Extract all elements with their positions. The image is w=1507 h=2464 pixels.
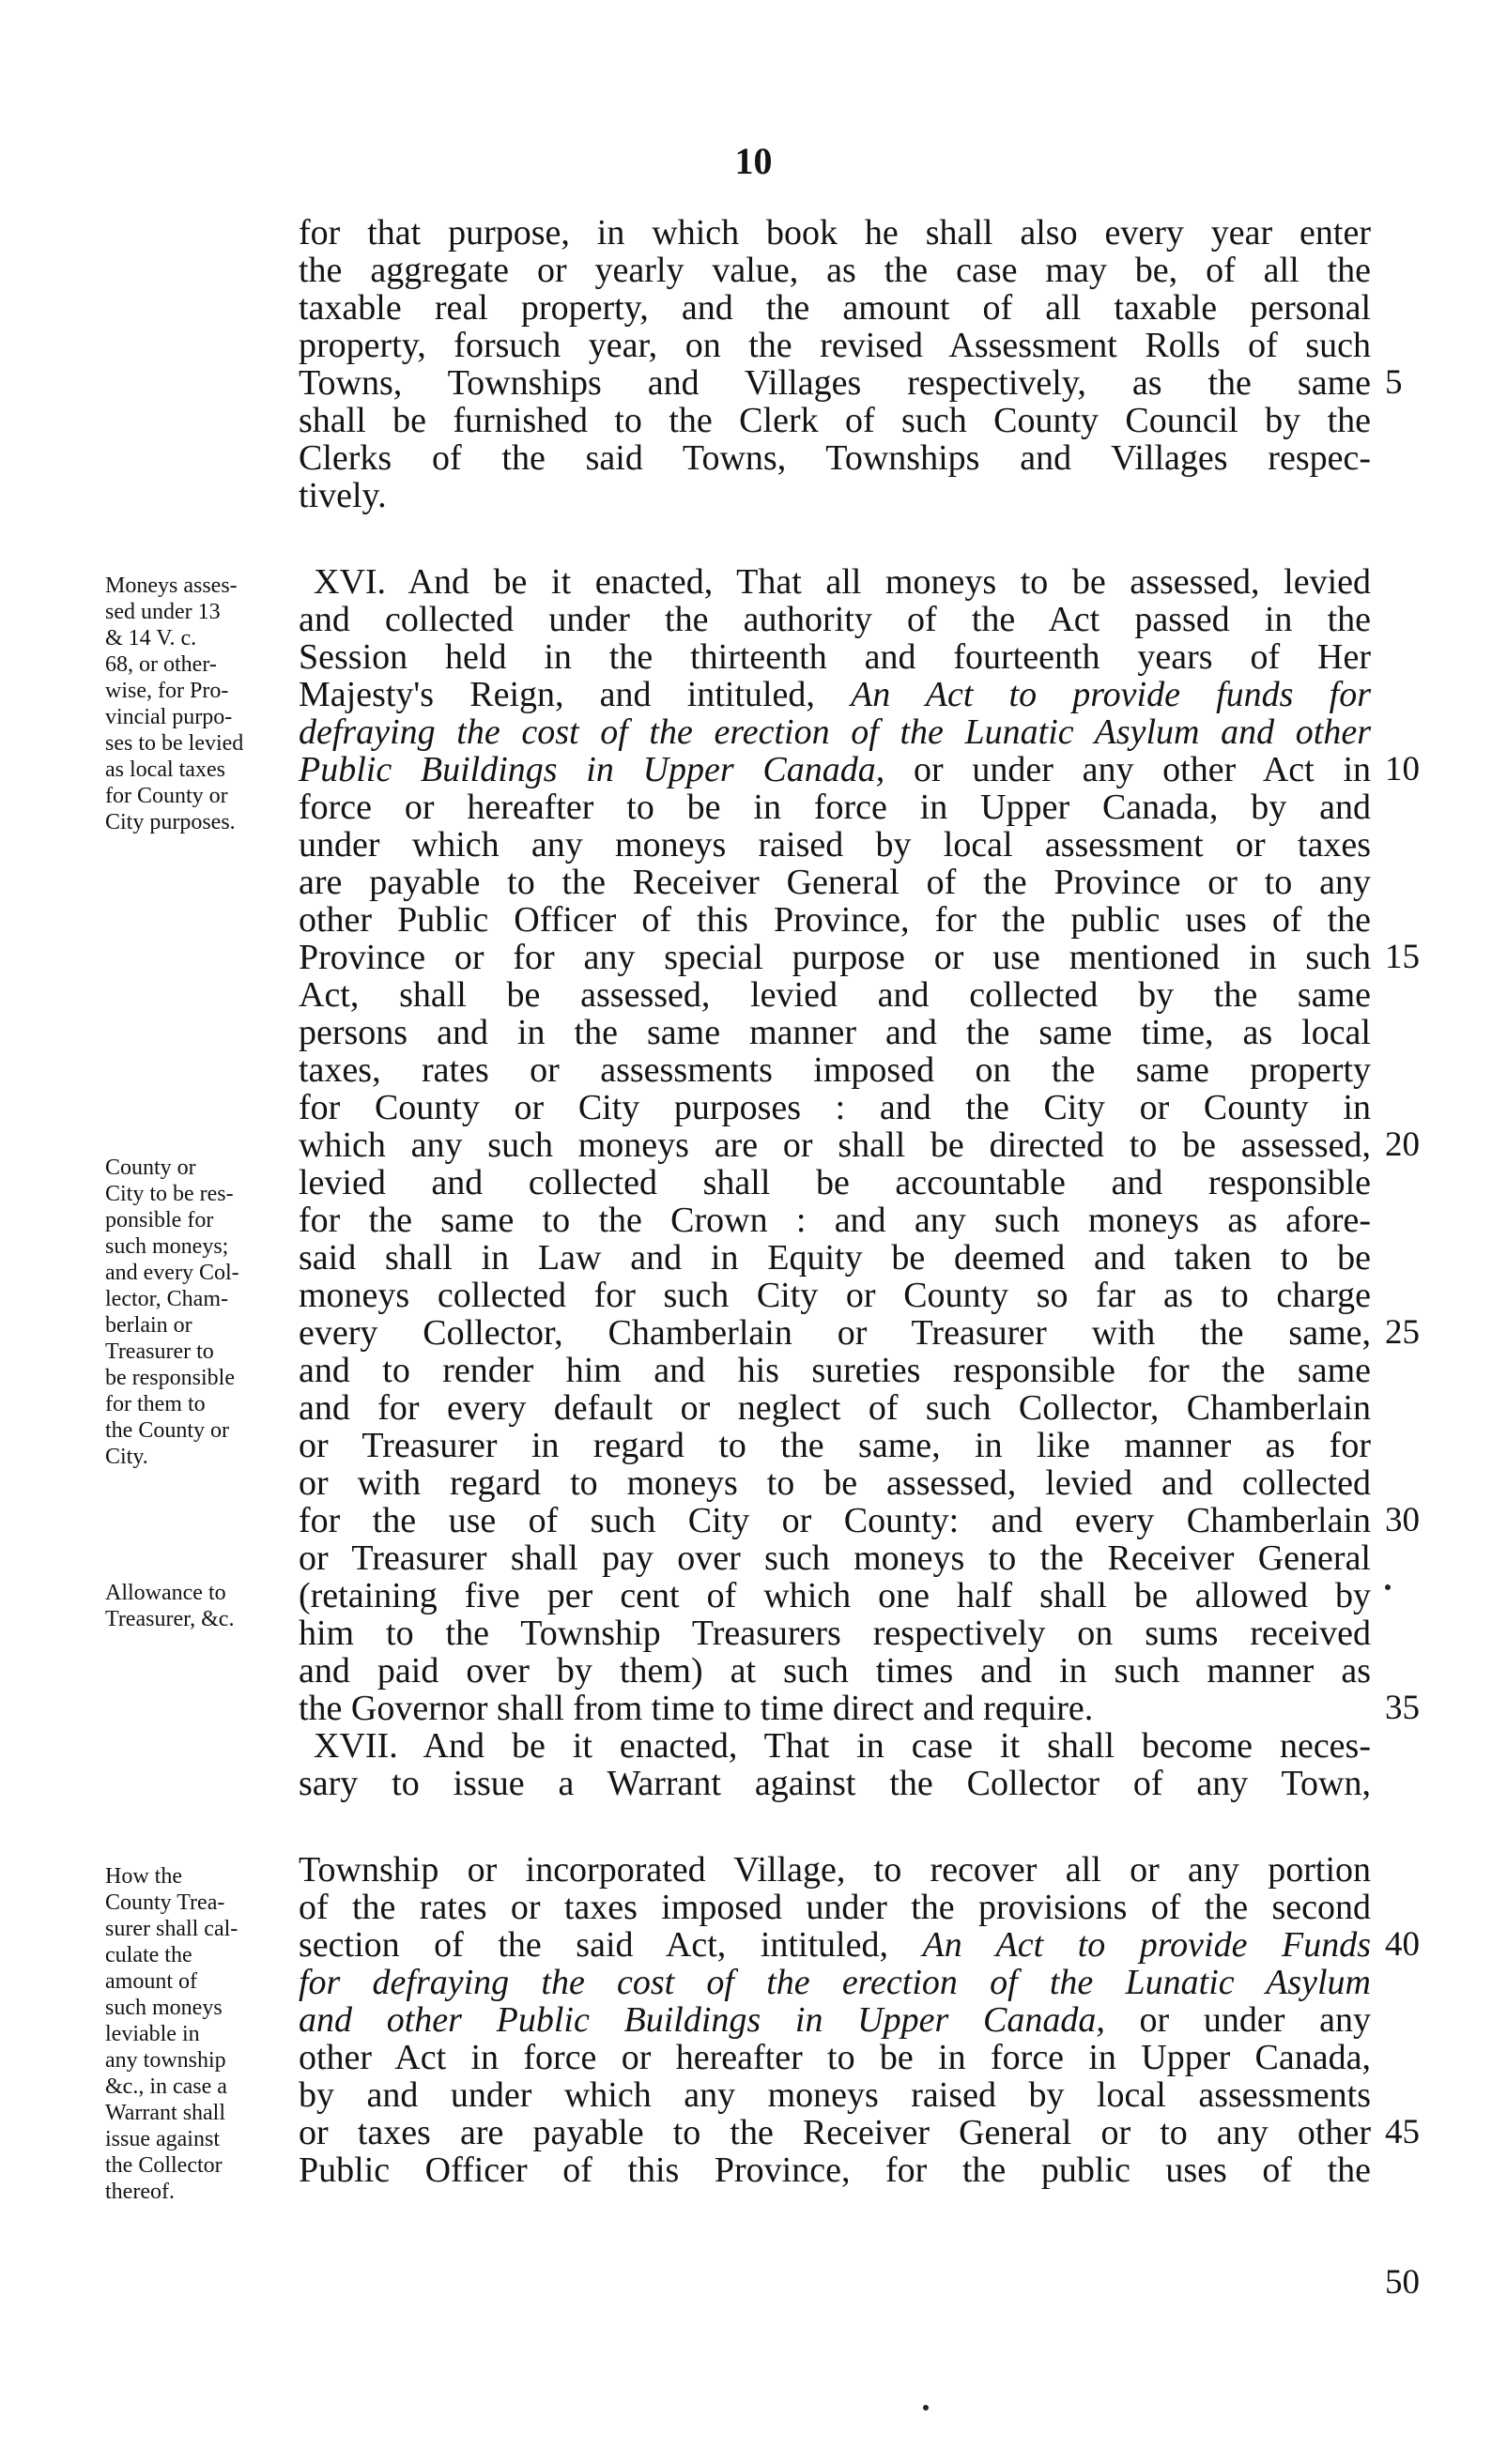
text-line (299, 2114, 1371, 2151)
margin-note-line: ponsible for (105, 1208, 214, 1232)
text-line (299, 788, 1371, 826)
text-line (299, 327, 1371, 364)
text-line (299, 1352, 1371, 1389)
margin-note-line: culate the (105, 1943, 192, 1967)
margin-note-line: issue against (105, 2127, 220, 2151)
text-segment: for that purpose, in which book he shall also every year enter (299, 213, 1371, 253)
text-line (299, 439, 1371, 477)
text-segment: for County or City purposes : and the City or County in (299, 1088, 1371, 1127)
italic-title-text: An Act to provide Funds (922, 1925, 1371, 1965)
text-segment: sary to issue a Warrant against the Collector of any Town, (299, 1764, 1371, 1803)
margin-note-line: wise, for Pro- (105, 679, 229, 703)
text-line (299, 1690, 1371, 1727)
text-segment: by and under which any moneys raised by local assessments (299, 2075, 1371, 2115)
margin-note-line: any township (105, 2048, 226, 2073)
text-line (299, 1201, 1371, 1239)
text-line (299, 1652, 1371, 1690)
page-number: 10 (734, 140, 773, 182)
margin-note (105, 1863, 293, 2205)
line-number: 30 (1385, 1501, 1420, 1539)
text-segment: or Treasurer shall pay over such moneys to the Receiver General (299, 1538, 1371, 1578)
margin-note-line: & 14 V. c. (105, 626, 197, 650)
text-segment: and paid over by them) at such times and in such manner as (299, 1651, 1371, 1691)
text-line (299, 1851, 1371, 1889)
margin-note-line: 68, or other- (105, 652, 217, 677)
text-line (299, 289, 1371, 327)
text-line (299, 1502, 1371, 1539)
text-line (299, 2039, 1371, 2076)
text-segment: Act, shall be assessed, levied and collected by the same (299, 975, 1371, 1015)
margin-note-line: City purposes. (105, 810, 236, 834)
text-line (299, 1427, 1371, 1464)
text-segment: and for every default or neglect of such Collector, Chamberlain (299, 1388, 1371, 1428)
margin-note-line: leviable in (105, 2022, 200, 2046)
text-line (299, 1389, 1371, 1427)
margin-note-line: such moneys; (105, 1234, 229, 1259)
text-segment: or with regard to moneys to be assessed, levied and collected (299, 1463, 1371, 1503)
text-segment: Clerks of the said Towns, Townships and Villages respec- (299, 438, 1371, 478)
line-number: 5 (1385, 363, 1403, 402)
text-segment: and collected under the authority of the Act passed in the (299, 600, 1371, 639)
text-line (299, 1277, 1371, 1314)
text-line (299, 2076, 1371, 2114)
margin-note-line: and every Col- (105, 1261, 239, 1285)
text-line (299, 1314, 1371, 1352)
text-segment: for the use of such City or County: and every Chamberlain (299, 1501, 1371, 1540)
margin-note-line: Treasurer, &c. (105, 1607, 235, 1631)
text-line (299, 563, 1371, 601)
text-segment: or Treasurer in regard to the same, in like manner as for (299, 1426, 1371, 1465)
text-segment: Session held in the thirteenth and fourteenth years of Her (299, 637, 1371, 677)
text-segment: tively. (299, 476, 387, 515)
line-number: 40 (1385, 1925, 1420, 1964)
text-line (299, 2001, 1371, 2039)
text-segment: shall be furnished to the Clerk of such County Council by the (299, 401, 1371, 440)
italic-title-text: defraying the cost of the erection of the Lunatic Asylum and other (299, 712, 1371, 752)
text-segment: or under any (1104, 2000, 1371, 2040)
text-segment: section of the said Act, intituled, (299, 1925, 923, 1965)
margin-note-line: ses to be levied (105, 731, 244, 756)
text-segment: every Collector, Chamberlain or Treasurer with the same, (299, 1313, 1371, 1353)
line-number: 45 (1385, 2113, 1420, 2151)
text-line (299, 1014, 1371, 1051)
text-segment: Majesty's Reign, and intituled, (299, 675, 852, 714)
text-segment: levied and collected shall be accountable and responsible (299, 1163, 1371, 1202)
line-number: 35 (1385, 1689, 1420, 1727)
margin-note-line: Allowance to (105, 1581, 226, 1605)
margin-note-line: for County or (105, 784, 228, 808)
margin-note-line: sed under 13 (105, 600, 221, 624)
margin-note-line: Warrant shall (105, 2101, 226, 2125)
text-segment: under which any moneys raised by local assessment or taxes (299, 825, 1371, 865)
text-line (299, 826, 1371, 864)
margin-note-line: the Collector (105, 2153, 223, 2178)
text-segment: taxable real property, and the amount of all taxable personal (299, 288, 1371, 328)
text-segment: the aggregate or yearly value, as the case may be, of all the (299, 251, 1371, 290)
text-line (299, 1765, 1371, 1802)
text-segment: Towns, Townships and Villages respectively, as the same (299, 363, 1371, 403)
text-line (299, 1889, 1371, 1926)
ink-speck-dot (923, 2405, 929, 2410)
text-line (299, 1539, 1371, 1577)
text-line (299, 601, 1371, 638)
text-line (299, 638, 1371, 676)
italic-title-text: and other Public Buildings in Upper Canada, (299, 2000, 1105, 2040)
text-line (299, 1577, 1371, 1615)
text-segment: property, forsuch year, on the revised Assessment Rolls of such (299, 326, 1371, 365)
line-number: 10 (1385, 750, 1420, 788)
text-line (299, 901, 1371, 939)
text-segment: and to render him and his sureties responsible for the same (299, 1351, 1371, 1390)
margin-note-line: County or (105, 1155, 196, 1180)
text-line (299, 1126, 1371, 1164)
margin-note-line: Treasurer to (105, 1339, 214, 1364)
line-number: 20 (1385, 1125, 1420, 1164)
text-line (299, 1164, 1371, 1201)
margin-note-line: &c., in case a (105, 2074, 227, 2099)
margin-note-line: berlain or (105, 1313, 192, 1338)
text-segment: him to the Township Treasurers respectively on sums received (299, 1614, 1371, 1653)
margin-note-line: surer shall cal- (105, 1917, 238, 1941)
text-line (299, 1727, 1371, 1765)
margin-note-line: for them to (105, 1392, 206, 1416)
text-segment: or under any other Act in (884, 750, 1371, 789)
text-line (299, 864, 1371, 901)
text-segment: the Governor shall from time to time direct and require. (299, 1689, 1094, 1728)
text-line (299, 939, 1371, 976)
text-line (299, 1089, 1371, 1126)
margin-note-line: Moneys asses- (105, 574, 238, 598)
text-segment: for the same to the Crown : and any such moneys as afore- (299, 1201, 1371, 1240)
text-segment: taxes, rates or assessments imposed on the same property (299, 1050, 1371, 1090)
line-number: 25 (1385, 1313, 1420, 1352)
text-segment: moneys collected for such City or County so far as to charge (299, 1276, 1371, 1315)
margin-note-line: lector, Cham- (105, 1287, 228, 1311)
italic-title-text: An Act to provide funds for (851, 675, 1371, 714)
text-segment: of the rates or taxes imposed under the provisions of the second (299, 1888, 1371, 1927)
margin-note-line: the County or (105, 1418, 229, 1443)
text-line (299, 402, 1371, 439)
text-segment: Province or for any special purpose or use mentioned in such (299, 938, 1371, 977)
margin-note-line: thereof. (105, 2180, 175, 2204)
italic-title-text: for defraying the cost of the erection of the Lunatic Asylum (299, 1963, 1371, 2002)
text-line (299, 751, 1371, 788)
text-segment: or taxes are payable to the Receiver General or to any other (299, 2113, 1371, 2152)
margin-note-line: be responsible (105, 1366, 235, 1390)
text-line (299, 214, 1371, 252)
text-segment: Public Officer of this Province, for the public uses of the (299, 2150, 1371, 2190)
margin-note-line: How the (105, 1864, 182, 1889)
margin-note-line: vincial purpo- (105, 705, 233, 729)
text-segment: force or hereafter to be in force in Upper Canada, by and (299, 788, 1371, 827)
line-number: 50 (1385, 2263, 1420, 2302)
text-segment: other Public Officer of this Province, for the public uses of the (299, 900, 1371, 940)
text-line (299, 2151, 1371, 2189)
text-segment: Township or incorporated Village, to recover all or any portion (299, 1850, 1371, 1890)
text-line (299, 477, 1371, 514)
text-line (299, 1615, 1371, 1652)
margin-note-line: amount of (105, 1969, 197, 1994)
text-line (299, 1239, 1371, 1277)
margin-note-line: such moneys (105, 1996, 223, 2020)
text-line (299, 1464, 1371, 1502)
margin-note (105, 1580, 293, 1632)
margin-note-line: City to be res- (105, 1182, 234, 1206)
text-segment: said shall in Law and in Equity be deemed and taken to be (299, 1238, 1371, 1278)
margin-note (105, 1155, 293, 1470)
line-number: 15 (1385, 938, 1420, 976)
text-segment: (retaining five per cent of which one half shall be allowed by (299, 1576, 1371, 1615)
ink-speck-dot (1385, 1584, 1391, 1590)
italic-title-text: Public Buildings in Upper Canada, (299, 750, 885, 789)
margin-note-line: County Trea- (105, 1890, 225, 1915)
text-line (299, 364, 1371, 402)
text-segment: which any such moneys are or shall be directed to be assessed, (299, 1125, 1371, 1165)
text-line (299, 1051, 1371, 1089)
text-segment: persons and in the same manner and the same time, as local (299, 1013, 1371, 1052)
margin-note-line: City. (105, 1445, 148, 1469)
text-segment: other Act in force or hereafter to be in force in Upper Canada, (299, 2038, 1371, 2077)
text-line (299, 252, 1371, 289)
text-line (299, 976, 1371, 1014)
text-segment: are payable to the Receiver General of the Province or to any (299, 863, 1371, 902)
text-line (299, 1926, 1371, 1964)
margin-note (105, 573, 293, 835)
text-line (299, 676, 1371, 713)
margin-note-line: as local taxes (105, 758, 225, 782)
text-segment: XVII. And be it enacted, That in case it shall become neces- (314, 1726, 1371, 1766)
text-line (299, 713, 1371, 751)
text-segment: XVI. And be it enacted, That all moneys to be assessed, levied (314, 562, 1371, 602)
text-line (299, 1964, 1371, 2001)
